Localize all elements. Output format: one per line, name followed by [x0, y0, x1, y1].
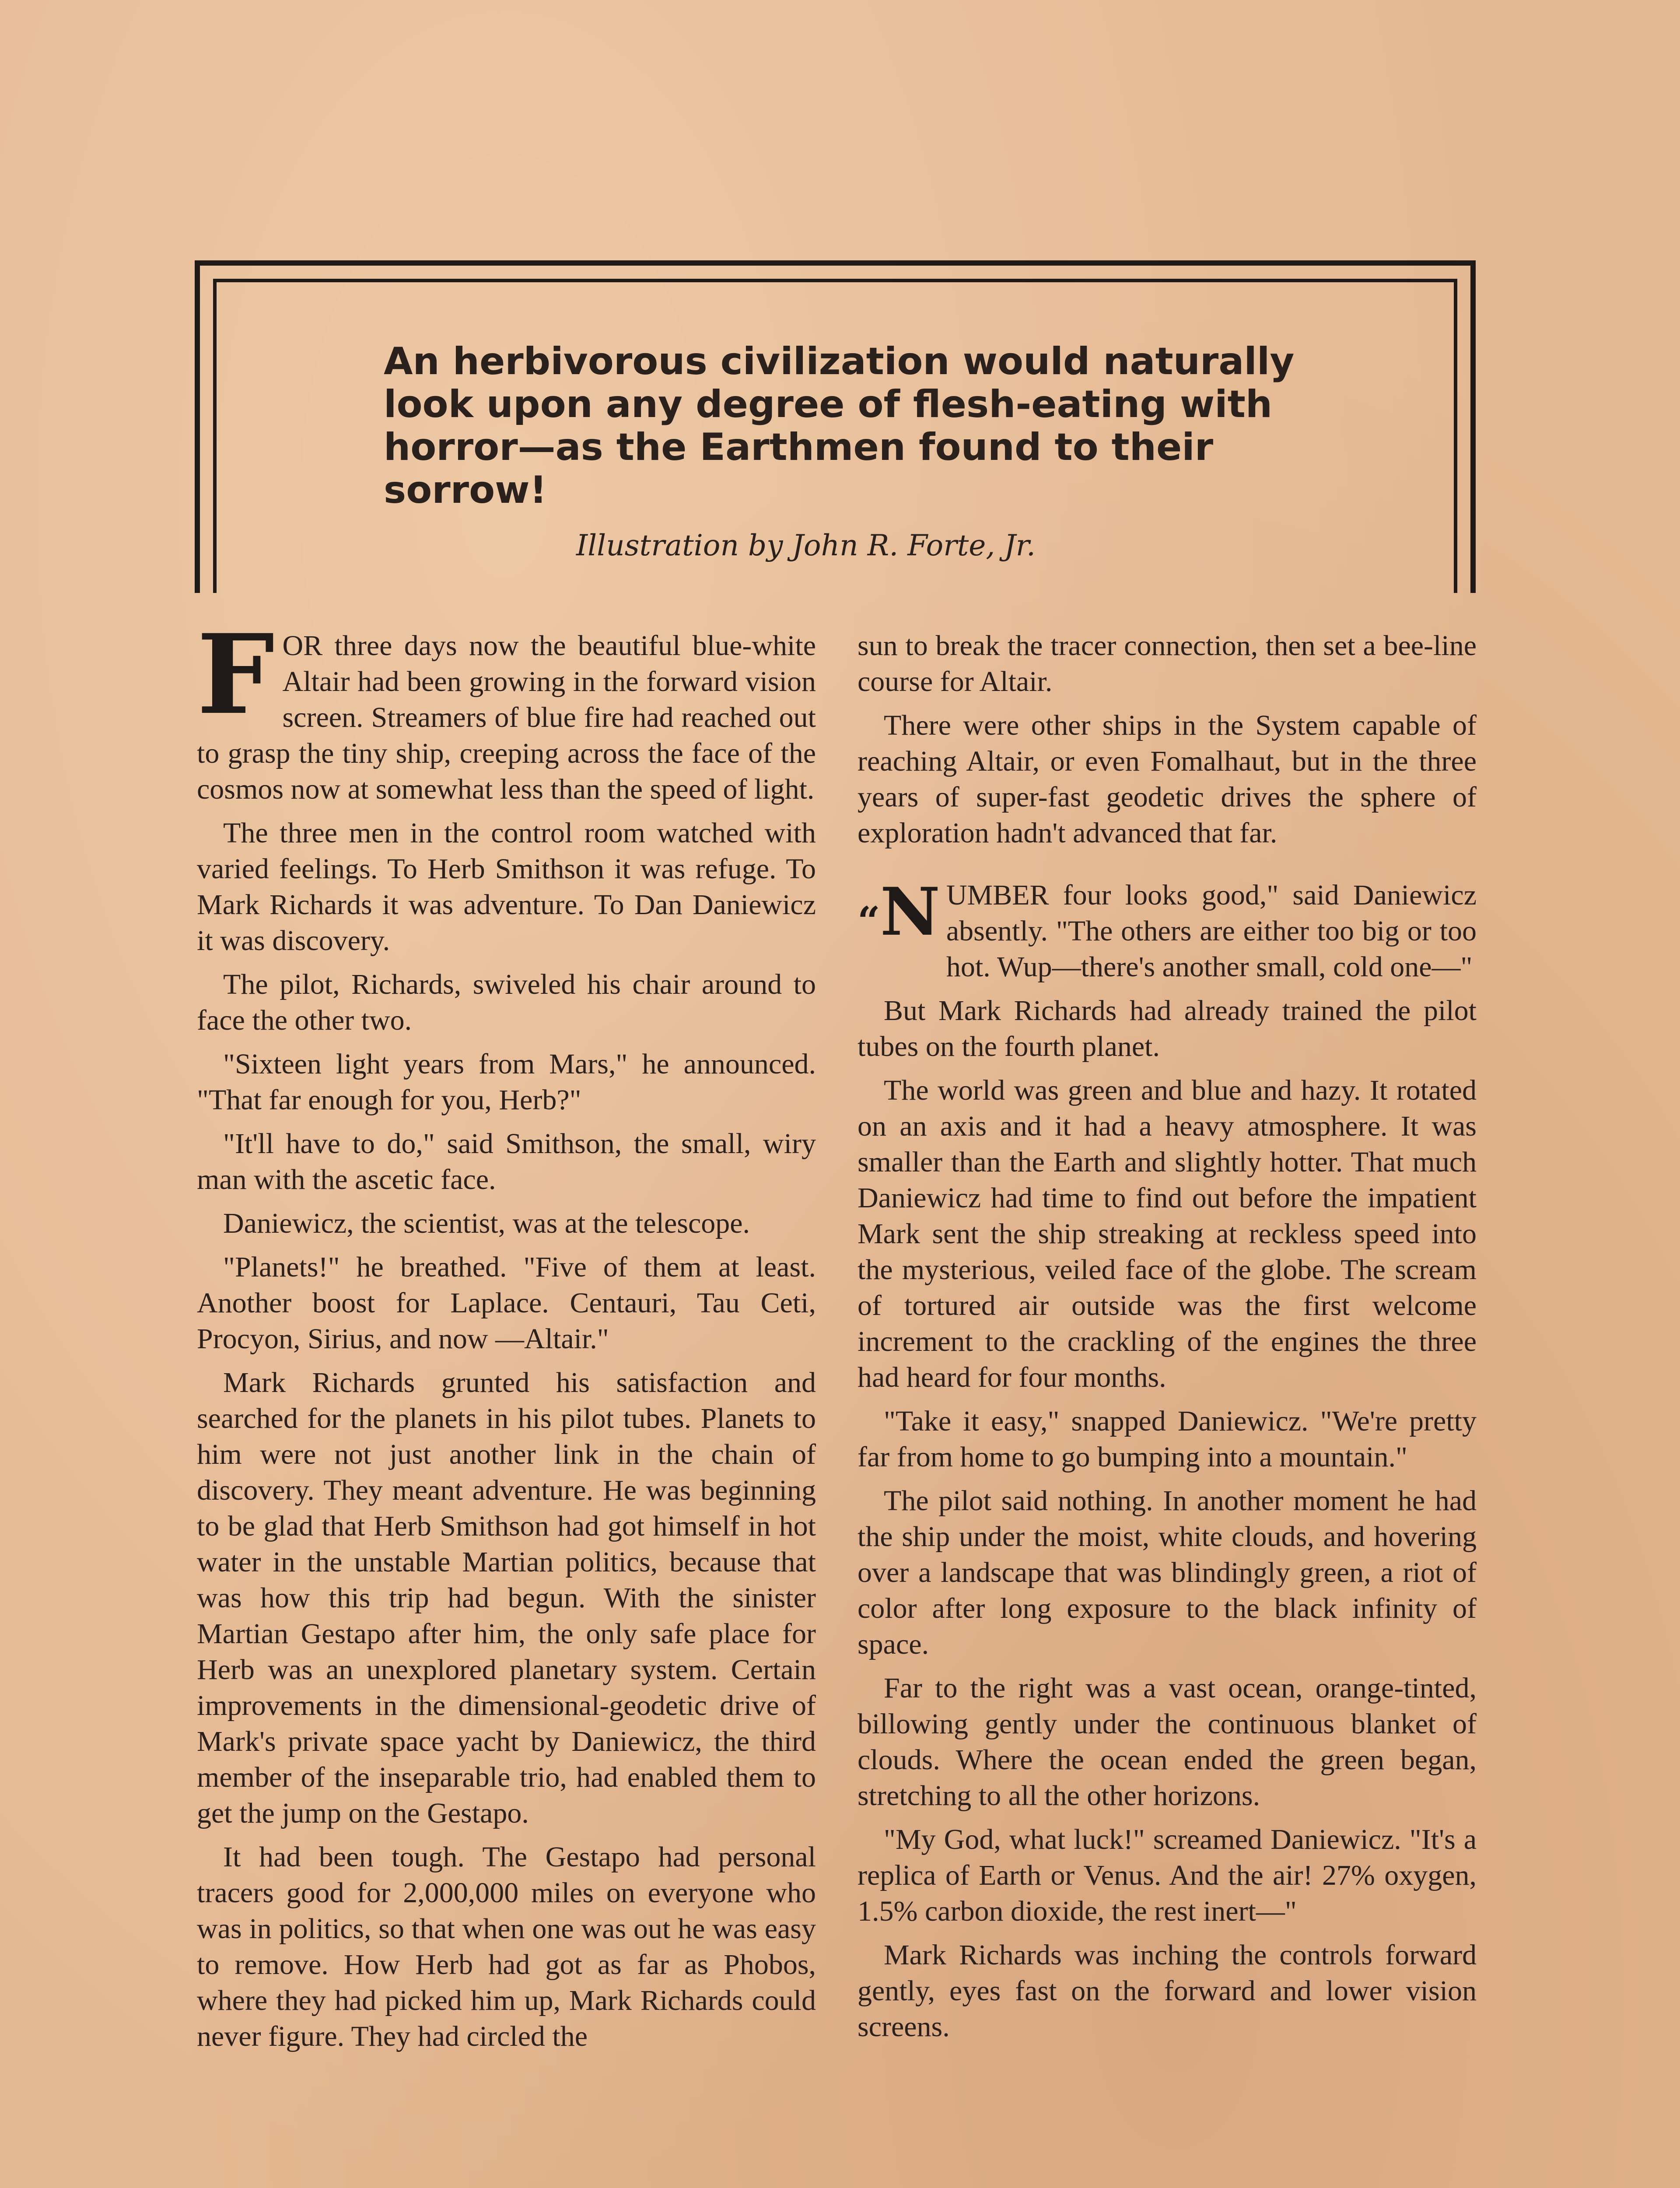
left-column [197, 610, 816, 2062]
paragraph: Far to the right was a vast ocean, orange-tinted, billowing gently under the continuous blanket of clouds. Where the ocean ended the green began, stretching to all the other horizons. [858, 1672, 1477, 1812]
paragraph-text: OR three days now the beautiful blue-white Altair had been growing in the forward vision screen. Streamers of blue fire had reached out to grasp the tiny ship, creeping across the face of the cosmos now at somewhat less than the speed of light. [197, 630, 816, 805]
paragraph [197, 610, 816, 807]
paragraph-text: UMBER four looks good," said Daniewicz absently. "The others are either too big or too hot. Wup—there's another small, cold one—" [946, 879, 1477, 983]
story-blurb: An herbivorous civilization would naturally look upon any degree of flesh-eating with horror—as the Earthmen found to their sorrow! [384, 340, 1295, 512]
section-opening-paragraph [858, 873, 1477, 985]
paragraph: The three men in the control room watched with varied feelings. To Herb Smithson it was refuge. To Mark Richards it was adventure. To Dan Daniewicz it was discovery. [197, 817, 816, 957]
illustration-credit: Illustration by John R. Forte, Jr. [576, 529, 1036, 562]
big-cap-letter: N [880, 873, 940, 950]
paragraph: "Take it easy," snapped Daniewicz. "We're pretty far from home to go bumping into a mountain." [858, 1405, 1477, 1473]
paragraph: "Planets!" he breathed. "Five of them at least. Another boost for Laplace. Centauri, Tau Ceti, Procyon, Sirius, and now —Altair." [197, 1251, 816, 1355]
paragraph: sun to break the tracer connection, then set a bee-line course for Altair. [858, 630, 1477, 698]
paragraph: The pilot said nothing. In another moment he had the ship under the moist, white clouds, and hovering over a landscape that was blindingly green, a riot of color after long exposure to the black infinity of space. [858, 1485, 1477, 1660]
paragraph: But Mark Richards had already trained the pilot tubes on the fourth planet. [858, 995, 1477, 1062]
drop-cap: F [197, 610, 275, 739]
paragraph: "It'll have to do," said Smithson, the small, wiry man with the ascetic face. [197, 1128, 816, 1196]
paragraph: There were other ships in the System capable of reaching Altair, or even Fomalhaut, but in the three years of super-fast geodetic drives the sphere of exploration hadn't advanced that far. [858, 709, 1477, 849]
paragraph: Daniewicz, the scientist, was at the telescope. [223, 1207, 750, 1239]
section-initial [858, 873, 940, 950]
paragraph: The world was green and blue and hazy. It rotated on an axis and it had a heavy atmosphere. It was smaller than the Earth and slightly hotter. That much Daniewicz had time to find out before the impatient Mark sent the ship streaking at reckless speed into the mysterious, veiled face of the globe. The scream of tortured air outside was the first welcome increment to the crackling of the engines the three had heard for four months. [858, 1074, 1477, 1393]
right-column [858, 628, 1477, 2053]
story-header-box [195, 260, 1476, 593]
paragraph: "My God, what luck!" screamed Daniewicz. "It's a replica of Earth or Venus. And the air! 27% oxygen, 1.5% carbon dioxide, the rest inert—" [858, 1823, 1477, 1927]
paragraph: Mark Richards grunted his satisfaction and searched for the planets in his pilot tubes. Planets to him were not just another link in the chain of discovery. They meant adventure. He was beginning to be glad that Herb Smithson had got himself in hot water in the unstable Martian politics, because that was how this trip had begun. With the sinister Martian Gestapo after him, the only safe place for Herb was an unexplored planetary system. Certain improvements in the dimensional-geodetic drive of Mark's private space yacht by Daniewicz, the third member of the inseparable trio, had enabled them to get the jump on the Gestapo. [197, 1367, 816, 1829]
paragraph: The pilot, Richards, swiveled his chair around to face the other two. [197, 968, 816, 1036]
paragraph: Mark Richards was inching the controls forward gently, eyes fast on the forward and lower vision screens. [858, 1939, 1477, 2043]
paragraph: It had been tough. The Gestapo had personal tracers good for 2,000,000 miles on everyone who was in politics, so that when one was out he was easy to remove. How Herb had got as far as Phobos, where they had picked him up, Mark Richards could never figure. They had circled the [197, 1841, 816, 2052]
paragraph: "Sixteen light years from Mars," he announced. "That far enough for you, Herb?" [197, 1048, 816, 1116]
open-quote-mark: “ [858, 898, 880, 944]
